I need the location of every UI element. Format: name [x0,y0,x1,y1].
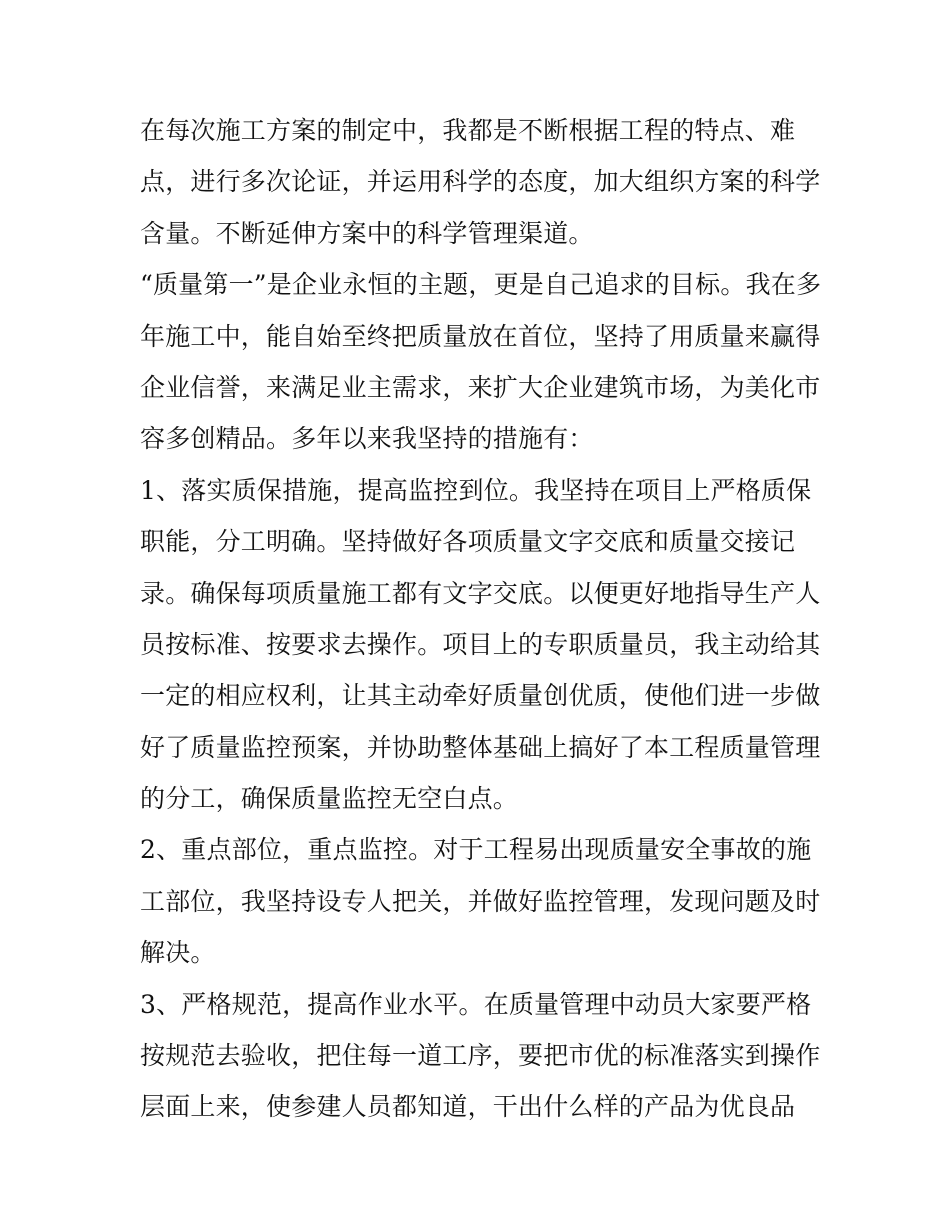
text-line: 企业信誉，来满足业主需求，来扩大企业建筑市场，为美化市 [140,372,821,402]
text-line: 在每次施工方案的制定中，我都是不断根据工程的特点、难 [140,116,796,145]
text-line: 层面上来，使参建人员都知道，干出什么样的产品为优良品 [140,1092,796,1122]
text-line: 解决。 [140,938,216,968]
text-line: 的分工，确保质量监控无空白点。 [140,784,519,814]
text-line: 点，进行多次论证，并运用科学的态度，加大组织方案的科学 [140,167,821,197]
text-line: 容多创精品。多年以来我坚持的措施有： [140,424,594,454]
text-line: 好了质量监控预案，并协助整体基础上搞好了本工程质量管理 [140,732,821,762]
text-line: 员按标准、按要求去操作。项目上的专职质量员，我主动给其 [140,629,821,659]
text-line: 录。确保每项质量施工都有文字交底。以便更好地指导生产人 [140,578,821,608]
text-line: 1、落实质保措施，提高监控到位。我坚持在项目上严格质保 [140,475,812,505]
text-line: 工部位，我坚持设专人把关，并做好监控管理，发现问题及时 [140,886,821,916]
text-line: 年施工中，能自始至终把质量放在首位，坚持了用质量来赢得 [140,321,821,351]
text-line: 一定的相应权利，让其主动牵好质量创优质，使他们进一步做 [140,681,821,711]
document-body [140,105,830,1133]
text-line: 含量。不断延伸方案中的科学管理渠道。 [140,218,594,248]
text-line: 按规范去验收，把住每一道工序，要把市优的标准落实到操作 [140,1041,821,1071]
text-line: “质量第一”是企业永恒的主题，更是自己追求的目标。我在多 [140,270,822,300]
text-line: 职能，分工明确。坚持做好各项质量文字交底和质量交接记 [140,527,796,557]
text-line: 2、重点部位，重点监控。对于工程易出现质量安全事故的施 [140,835,812,865]
text-line: 3、严格规范，提高作业水平。在质量管理中动员大家要严格 [140,989,812,1019]
